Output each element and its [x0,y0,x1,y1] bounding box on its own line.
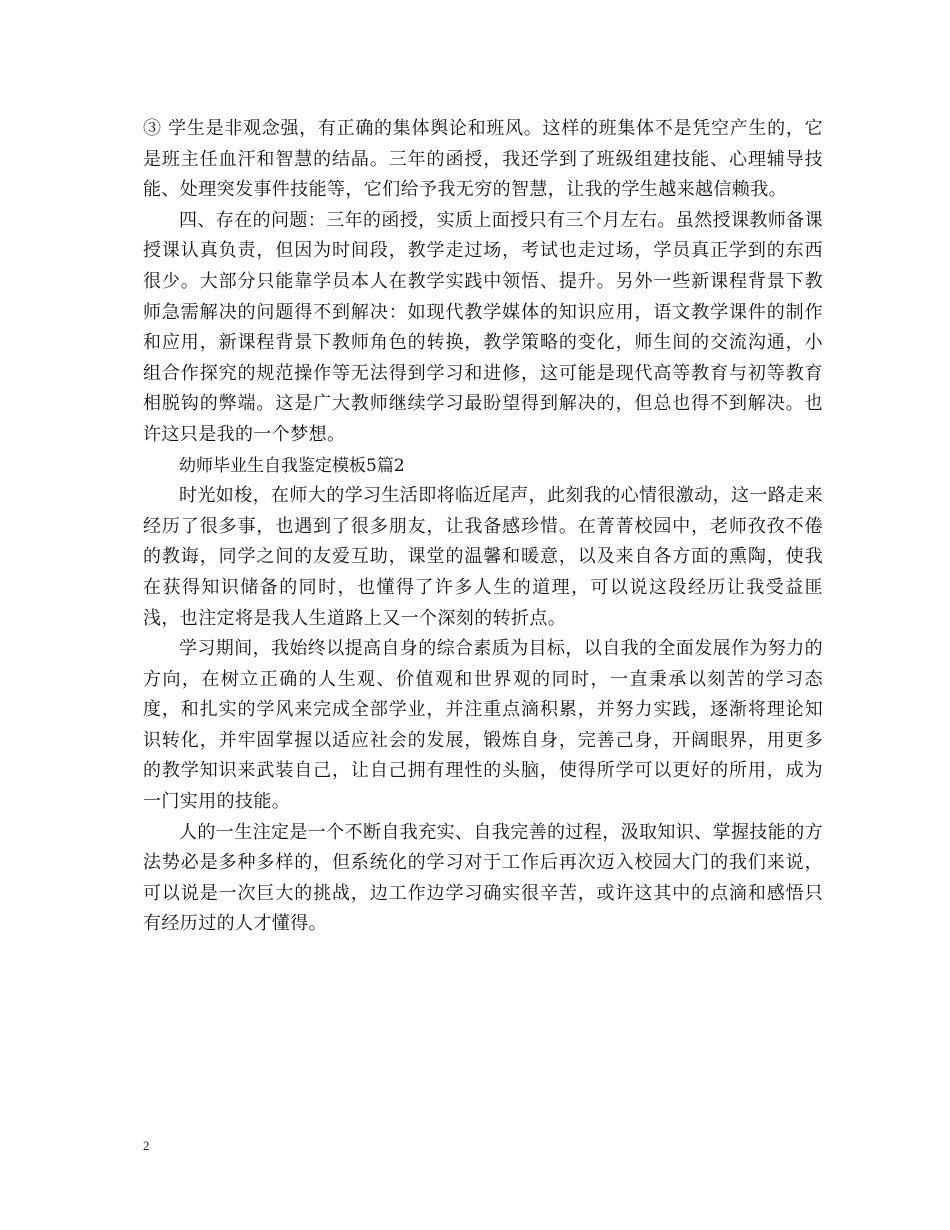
paragraph-study-period: 学习期间，我始终以提高自身的综合素质为目标，以自我的全面发展作为努力的方向，在树立正确的人生观、价值观和世界观的同时，一直秉承以刻苦的学习态度，和扎实的学风来完成全部学业，并注重点滴积累，并努力实践，逐渐将理论知识转化，并牢固掌握以适应社会的发展，锻炼自身，完善己身，开阔眼界，用更多的教学知识来武装自己，让自己拥有理性的头脑，使得所学可以更好的所用，成为一门实用的技能。 [143,638,823,813]
paragraph-student-class-spirit: ③ 学生是非观念强，有正确的集体舆论和班风。这样的班集体不是凭空产生的，它是班主任血汗和智慧的结晶。三年的函授，我还学到了班级组建技能、心理辅导技能、处理突发事件技能等，它们给予我无穷的智慧，让我的学生越来越信赖我。 [143,118,823,201]
section-heading: 幼师毕业生自我鉴定模板5篇2 [179,455,405,476]
paragraph-time-flies: 时光如梭，在师大的学习生活即将临近尾声，此刻我的心情很激动，这一路走来经历了很多事，也遇到了很多朋友，让我备感珍惜。在菁菁校园中，老师孜孜不倦的教诲，同学之间的友爱互助，课堂的温馨和暖意，以及来自各方面的熏陶，使我在获得知识储备的同时，也懂得了许多人生的道理，可以说这段经历让我受益匪浅，也注定将是我人生道路上又一个深刻的转折点。 [143,485,823,629]
paragraph-life-growth: 人的一生注定是一个不断自我充实、自我完善的过程，汲取知识、掌握技能的方法势必是多种多样的，但系统化的学习对于工作后再次迈入校园大门的我们来说，可以说是一次巨大的挑战，边工作边学习确实很辛苦，或许这其中的点滴和感悟只有经历过的人才懂得。 [143,821,823,935]
document-body [143,114,823,940]
paragraph-existing-problems: 四、存在的问题：三年的函授，实质上面授只有三个月左右。虽然授课教师备课授课认真负责，但因为时间段，教学走过场，考试也走过场，学员真正学到的东西很少。大部分只能靠学员本人在教学实践中领悟、提升。另外一些新课程背景下教师急需解决的问题得不到解决：如现代教学媒体的知识应用，语文教学课件的制作和应用，新课程背景下教师角色的转换，教学策略的变化，师生间的交流沟通，小组合作探究的规范操作等无法得到学习和进修，这可能是现代高等教育与初等教育相脱钩的弊端。这是广大教师继续学习最盼望得到解决的，但总也得不到解决。也许这只是我的一个梦想。 [143,209,823,445]
page-number: 2 [143,1138,150,1153]
